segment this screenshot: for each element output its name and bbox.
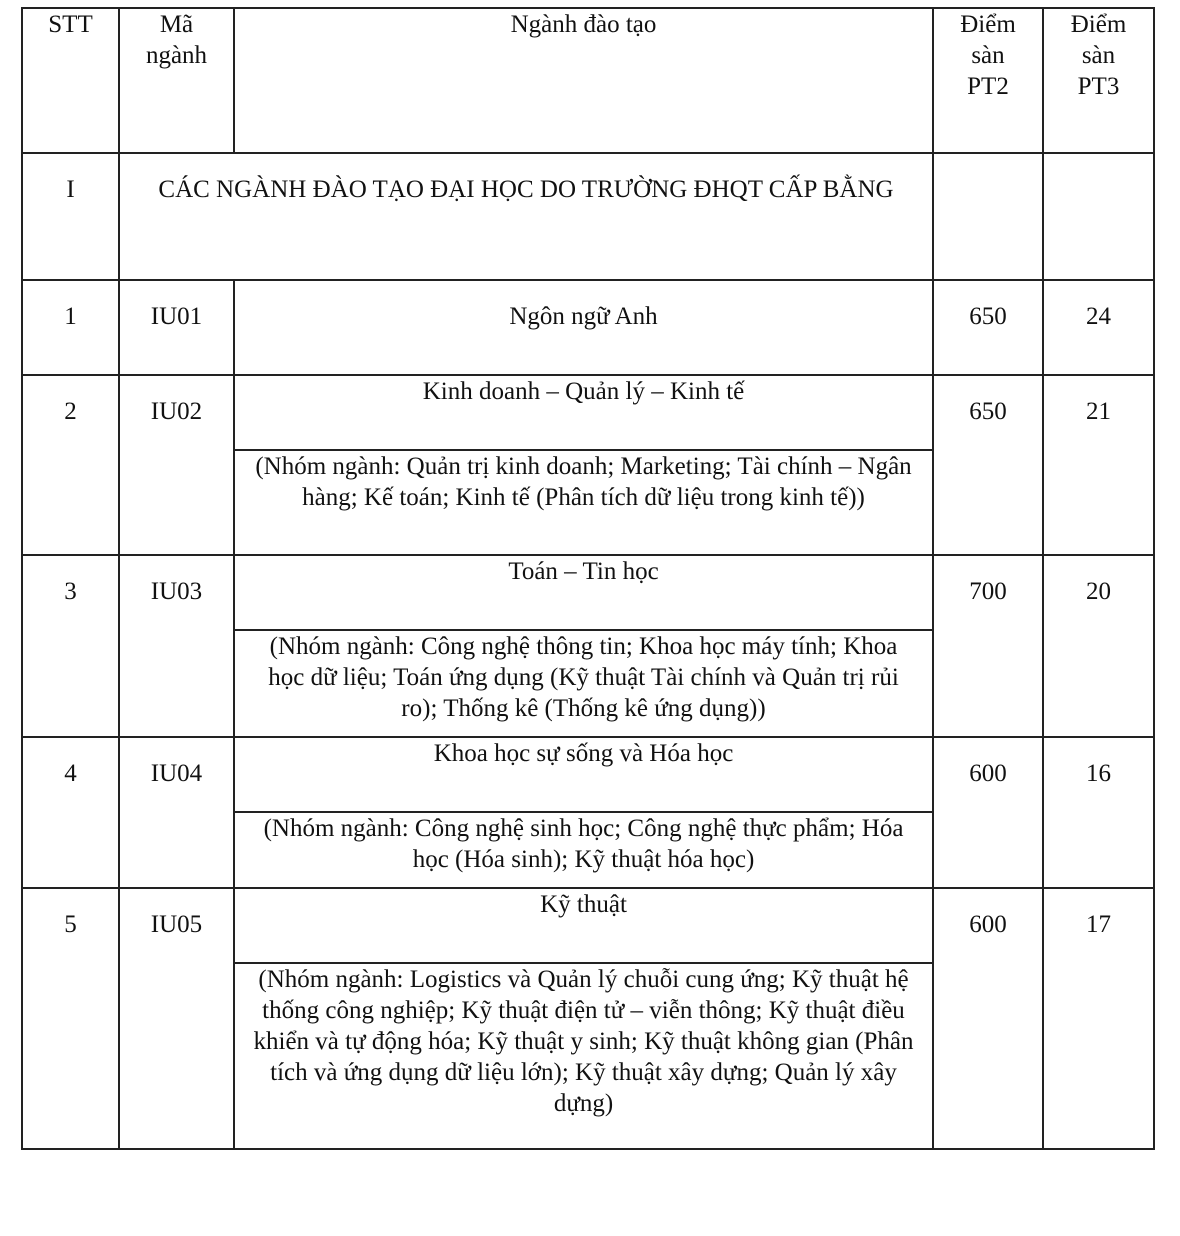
section-pt2-empty (933, 153, 1043, 280)
table-row (22, 280, 1154, 375)
row-stt: 2 (22, 375, 119, 555)
row-pt2: 600 (933, 888, 1043, 1149)
row-ma-nganh: IU05 (119, 888, 234, 1149)
row-stt: 3 (22, 555, 119, 737)
table-row (22, 555, 1154, 630)
row-nganh-name: Kinh doanh – Quản lý – Kinh tế (234, 375, 933, 450)
row-ma-nganh: IU02 (119, 375, 234, 555)
row-nganh-desc: (Nhóm ngành: Công nghệ sinh học; Công nghệ thực phẩm; Hóa học (Hóa sinh); Kỹ thuật hóa học) (234, 812, 933, 888)
row-nganh-name: Ngôn ngữ Anh (234, 280, 933, 375)
row-nganh-name: Khoa học sự sống và Hóa học (234, 737, 933, 812)
admissions-table (21, 7, 1155, 1150)
row-ma-nganh: IU04 (119, 737, 234, 888)
row-pt2: 650 (933, 280, 1043, 375)
section-title: CÁC NGÀNH ĐÀO TẠO ĐẠI HỌC DO TRƯỜNG ĐHQT CẤP BẰNG (119, 153, 933, 280)
row-pt2: 650 (933, 375, 1043, 555)
table-row (22, 737, 1154, 812)
row-pt2: 700 (933, 555, 1043, 737)
row-pt2: 600 (933, 737, 1043, 888)
header-diem-san-pt2: Điểm sàn PT2 (933, 8, 1043, 153)
row-stt: 5 (22, 888, 119, 1149)
row-nganh-desc: (Nhóm ngành: Quản trị kinh doanh; Marketing; Tài chính – Ngân hàng; Kế toán; Kinh tế (Phân tích dữ liệu trong kinh tế)) (234, 450, 933, 555)
row-stt: 1 (22, 280, 119, 375)
row-nganh-desc: (Nhóm ngành: Công nghệ thông tin; Khoa học máy tính; Khoa học dữ liệu; Toán ứng dụng (Kỹ thuật Tài chính và Quản trị rủi ro); Thống kê (Thống kê ứng dụng)) (234, 630, 933, 737)
row-stt: 4 (22, 737, 119, 888)
section-pt3-empty (1043, 153, 1154, 280)
row-pt3: 20 (1043, 555, 1154, 737)
table-row (22, 375, 1154, 450)
row-nganh-name: Kỹ thuật (234, 888, 933, 963)
row-pt3: 16 (1043, 737, 1154, 888)
section-row (22, 153, 1154, 280)
row-pt3: 17 (1043, 888, 1154, 1149)
header-diem-san-pt3: Điểm sàn PT3 (1043, 8, 1154, 153)
header-row (22, 8, 1154, 153)
row-nganh-name: Toán – Tin học (234, 555, 933, 630)
row-ma-nganh: IU03 (119, 555, 234, 737)
header-stt: STT (22, 8, 119, 153)
section-stt: I (22, 153, 119, 280)
table-row (22, 888, 1154, 963)
header-ma-nganh: Mã ngành (119, 8, 234, 153)
row-nganh-desc: (Nhóm ngành: Logistics và Quản lý chuỗi cung ứng; Kỹ thuật hệ thống công nghiệp; Kỹ thuật điện tử – viễn thông; Kỹ thuật điều khiển và tự động hóa; Kỹ thuật y sinh; Kỹ thuật không gian (Phân tích và ứng dụng dữ liệu lớn); Kỹ thuật xây dựng; Quản lý xây dựng) (234, 963, 933, 1149)
row-pt3: 21 (1043, 375, 1154, 555)
header-nganh-dao-tao: Ngành đào tạo (234, 8, 933, 153)
row-pt3: 24 (1043, 280, 1154, 375)
row-ma-nganh: IU01 (119, 280, 234, 375)
